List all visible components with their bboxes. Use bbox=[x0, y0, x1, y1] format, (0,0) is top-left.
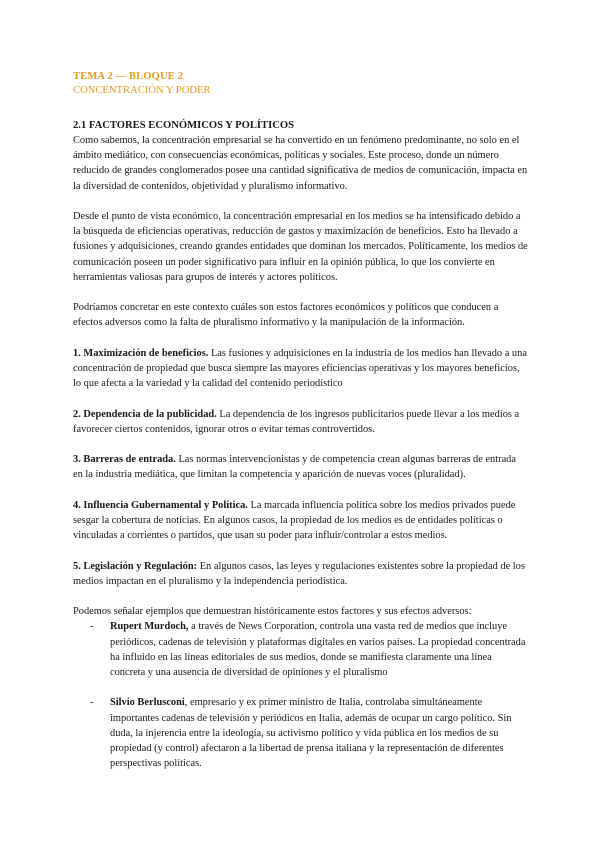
factor-text: Las normas intervencionistas y de competencia crean algunas barreras de entrada en la industria mediática, que limitan la competencia y aparición de nuevas voces (pluralidad). bbox=[73, 454, 516, 481]
factor-lead: 4. Influencia Gubernamental y Política. bbox=[73, 499, 248, 511]
factor-text: La dependencia de los ingresos publicitarios puede llevar a los medios a favorecer ciertos contenidos, ignorar otros o evitar temas controvertidos. bbox=[73, 408, 520, 435]
section-title: 2.1 FACTORES ECONÓMICOS Y POLÍTICOS bbox=[73, 120, 295, 131]
example-name: Silvio Berlusconi bbox=[110, 697, 185, 709]
factor-item bbox=[73, 452, 528, 482]
examples-intro: Podemos señalar ejemplos que demuestran históricamente estos factores y sus efectos adversos: bbox=[73, 606, 472, 618]
document-subtitle: CONCENTRACIÓN Y PODER bbox=[73, 85, 211, 96]
paragraph-economic: Desde el punto de vista económico, la concentración empresarial en los medios se ha intensificado debido a la búsqueda de eficiencias operativas, reducción de gastos y maximización de beneficios. Esto ha llevado a fusiones y adquisiciones, creando grandes entidades que dominan los mercados. Políticamente, los medios de comunicación poseen un poder significativo para influir en la opinión pública, lo que los convierte en herramientas valiosas para grupos de interés y actores políticos. bbox=[73, 211, 528, 283]
examples-list bbox=[73, 619, 528, 771]
example-text: a través de News Corporation, controla una vasta red de medios que incluye periódicos, cadenas de televisión y plataformas digitales en varios países. La propiedad concentrada ha influido en las líneas editoriales de sus medios, donde se manifiesta claramente una línea concreta y una ausencia de diversidad de opiniones y el pluralismo bbox=[110, 621, 526, 678]
factor-item bbox=[73, 559, 528, 589]
example-text: , empresario y ex primer ministro de Italia, controlaba simultáneamente importantes cadenas de televisión y periódicos en Italia, además de ocupar un cargo político. Sin duda, la injerencia entre la ideología, su activismo político y vida pública en los medios de su propiedad (y control) afectaron a la libertad de prensa italiana y la representación de diferentes perspectivas políticas. bbox=[110, 697, 512, 770]
factor-text: En algunos casos, las leyes y regulaciones existentes sobre la propiedad de los medios impactan en el pluralismo y la independencia periodística. bbox=[73, 560, 525, 587]
factor-item bbox=[73, 346, 528, 392]
factor-item bbox=[73, 498, 528, 544]
paragraph-factors-intro: Podríamos concretar en este contexto cuáles son estos factores económicos y políticos que conducen a efectos adversos como la falta de pluralismo informativo y la manipulación de la información. bbox=[73, 302, 499, 329]
factor-lead: 5. Legislación y Regulación: bbox=[73, 560, 198, 572]
example-name: Rupert Murdoch, bbox=[110, 621, 189, 633]
document-tema-heading: TEMA 2 — BLOQUE 2 bbox=[73, 71, 184, 82]
factor-text: La marcada influencia política sobre los medios privados puede sesgar la cobertura de noticias. En algunos casos, la propiedad de los medios es de entidades políticas o vinculadas a corrientes o partidos, que usan su poder para influir/controlar a estos medios. bbox=[73, 499, 516, 542]
list-dash: - bbox=[90, 621, 94, 633]
document-page bbox=[73, 70, 528, 787]
factor-lead: 2. Dependencia de la publicidad. bbox=[73, 408, 217, 420]
factor-lead: 1. Maximización de beneficios. bbox=[73, 347, 209, 359]
factor-item bbox=[73, 407, 528, 437]
paragraph-intro: Como sabemos, la concentración empresarial se ha convertido en un fenómeno predominante, no solo en el ámbito mediático, con consecuencias económicas, políticas y sociales. Este proceso, donde un número reducido de grandes conglomerados posee una cantidad significativa de medios de comunicación, impacta en la diversidad de contenidos, objetividad y pluralismo informativo. bbox=[73, 135, 528, 192]
factor-text: Las fusiones y adquisiciones en la industria de los medios han llevado a una concentración de propiedad que busca siempre las mayores eficiencias operativas y los mayores beneficios, lo que afecta a la variedad y la calidad del contenido periodístico bbox=[73, 347, 527, 390]
list-dash: - bbox=[90, 697, 94, 709]
list-item bbox=[73, 695, 528, 771]
factor-lead: 3. Barreras de entrada. bbox=[73, 454, 176, 466]
list-item bbox=[73, 619, 528, 680]
